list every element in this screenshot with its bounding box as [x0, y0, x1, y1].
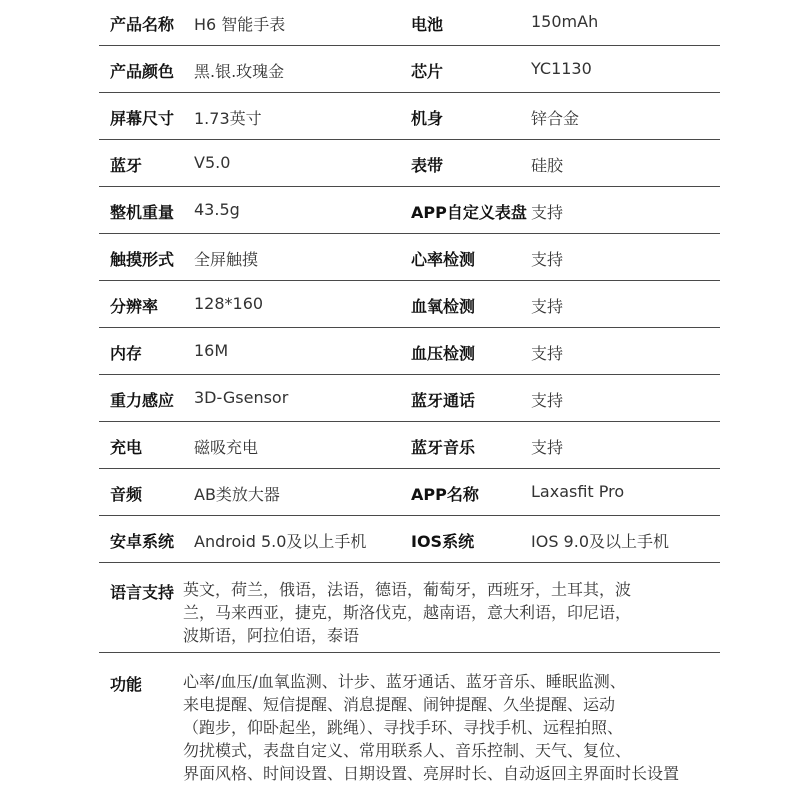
spec-label: 表带 — [411, 156, 444, 175]
feature-line: （跑步，仰卧起坐，跳绳）、寻找手环、寻找手机、远程拍照、 — [183, 718, 624, 737]
spec-row — [99, 0, 720, 46]
spec-value: 硅胶 — [531, 156, 564, 175]
spec-label: 分辨率 — [110, 297, 159, 316]
spec-value: 支持 — [531, 250, 564, 269]
spec-row — [99, 141, 720, 187]
spec-value: 支持 — [531, 438, 564, 457]
spec-value: YC1130 — [531, 59, 592, 78]
spec-label: 蓝牙音乐 — [411, 438, 476, 457]
spec-row — [99, 235, 720, 281]
spec-label: 心率检测 — [411, 250, 476, 269]
spec-label: 芯片 — [411, 62, 444, 81]
spec-row — [99, 329, 720, 375]
spec-label: IOS系统 — [411, 532, 475, 551]
spec-value: 128*160 — [194, 294, 264, 313]
spec-value: 43.5g — [194, 200, 240, 219]
language-label: 语言支持 — [110, 583, 175, 602]
spec-row — [99, 470, 720, 516]
spec-value: IOS 9.0及以上手机 — [531, 532, 670, 551]
spec-value: 黑.银.玫瑰金 — [194, 62, 285, 81]
spec-value: Android 5.0及以上手机 — [194, 532, 367, 551]
spec-value: H6 智能手表 — [194, 15, 286, 34]
features-label: 功能 — [110, 675, 143, 694]
spec-row — [99, 94, 720, 140]
spec-label: 血氧检测 — [411, 297, 476, 316]
language-list — [183, 578, 631, 647]
features-row — [99, 662, 720, 798]
spec-label: 电池 — [411, 15, 444, 34]
spec-label: 重力感应 — [110, 391, 175, 410]
spec-row — [99, 423, 720, 469]
language-row — [99, 566, 720, 653]
spec-label: 蓝牙 — [110, 156, 143, 175]
language-line: 兰，马来西亚，捷克，斯洛伐克，越南语，意大利语，印尼语， — [183, 603, 632, 622]
feature-line: 来电提醒、短信提醒、消息提醒、闹钟提醒、久坐提醒、运动 — [183, 695, 616, 714]
spec-label: 内存 — [110, 344, 143, 363]
spec-label: APP名称 — [411, 485, 479, 504]
spec-value: 16M — [194, 341, 229, 360]
spec-label: APP自定义表盘 — [411, 203, 527, 222]
spec-value: AB类放大器 — [194, 485, 280, 504]
spec-value: 支持 — [531, 391, 564, 410]
spec-label: 屏幕尺寸 — [110, 109, 175, 128]
spec-value: 支持 — [531, 344, 564, 363]
spec-row — [99, 188, 720, 234]
spec-label: 产品颜色 — [110, 62, 175, 81]
spec-value: 全屏触摸 — [194, 250, 259, 269]
spec-label: 血压检测 — [411, 344, 476, 363]
spec-value: 150mAh — [531, 12, 599, 31]
spec-row — [99, 47, 720, 93]
spec-value: 磁吸充电 — [194, 438, 259, 457]
feature-line: 勿扰模式，表盘自定义、常用联系人、音乐控制、天气、复位、 — [183, 741, 632, 760]
spec-row — [99, 517, 720, 563]
spec-label: 安卓系统 — [110, 532, 175, 551]
spec-value: 1.73英寸 — [194, 109, 262, 128]
features-list — [183, 670, 679, 785]
spec-value: Laxasfit Pro — [531, 482, 625, 501]
spec-row — [99, 282, 720, 328]
spec-value: 3D-Gsensor — [194, 388, 289, 407]
spec-value: 支持 — [531, 203, 564, 222]
spec-label: 蓝牙通话 — [411, 391, 476, 410]
language-line: 波斯语，阿拉伯语，泰语 — [183, 626, 360, 645]
spec-value: V5.0 — [194, 153, 231, 172]
spec-label: 音频 — [110, 485, 143, 504]
spec-label: 产品名称 — [110, 15, 175, 34]
spec-label: 触摸形式 — [110, 250, 175, 269]
feature-line: 心率/血压/血氧监测、计步、蓝牙通话、蓝牙音乐、睡眠监测、 — [183, 672, 626, 691]
language-line: 英文，荷兰，俄语，法语，德语，葡萄牙，西班牙，土耳其，波 — [183, 580, 632, 599]
spec-value: 支持 — [531, 297, 564, 316]
spec-row — [99, 376, 720, 422]
spec-value: 锌合金 — [531, 109, 580, 128]
spec-label: 整机重量 — [110, 203, 175, 222]
feature-line: 界面风格、时间设置、日期设置、亮屏时长、自动返回主界面时长设置 — [183, 764, 680, 783]
spec-label: 充电 — [110, 438, 143, 457]
spec-label: 机身 — [411, 109, 444, 128]
